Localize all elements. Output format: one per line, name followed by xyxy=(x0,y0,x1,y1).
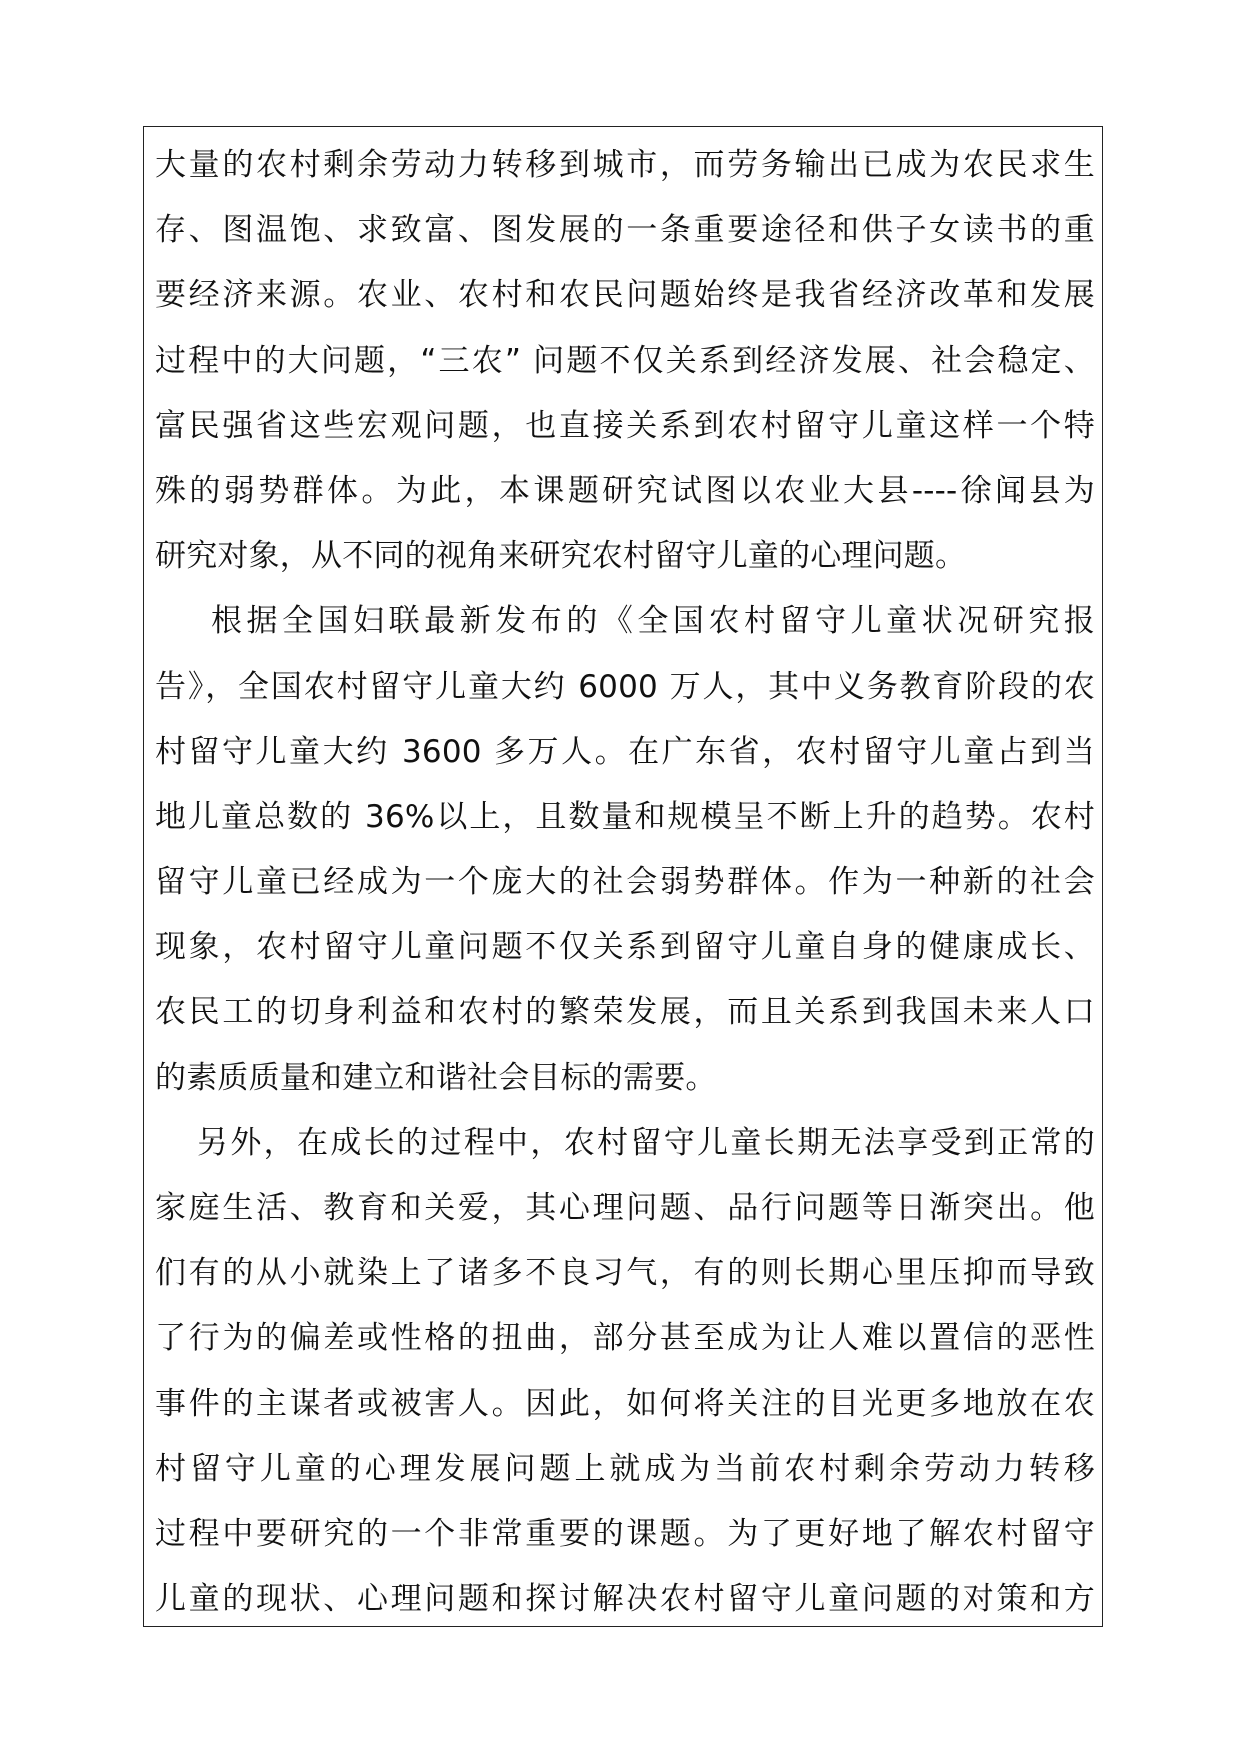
text-line: 村留守儿童大约 3600 多万人。在广东省，农村留守儿童占到当 xyxy=(155,733,1095,770)
text-line: 家庭生活、教育和关爱，其心理问题、品行问题等日渐突出。他 xyxy=(155,1190,1095,1226)
text-line: 留守儿童已经成为一个庞大的社会弱势群体。作为一种新的社会 xyxy=(155,864,1095,901)
text-line: 儿童的现状、心理问题和探讨解决农村留守儿童问题的对策和方 xyxy=(155,1581,1095,1618)
text-line: 殊的弱势群体。为此，本课题研究试图以农业大县----徐闻县为 xyxy=(155,472,1095,509)
paragraph-start-line: 根据全国妇联最新发布的《全国农村留守儿童状况研究报 xyxy=(211,603,1095,640)
text-line: 了行为的偏差或性格的扭曲，部分甚至成为让人难以置信的恶性 xyxy=(155,1320,1095,1357)
body-text xyxy=(155,133,1095,1632)
text-line: 事件的主谋者或被害人。因此，如何将关注的目光更多地放在农 xyxy=(155,1385,1095,1422)
text-line: 大量的农村剩余劳动力转移到城市，而劳务输出已成为农民求生 xyxy=(155,147,1095,183)
text-line: 现象，农村留守儿童问题不仅关系到留守儿童自身的健康成长、 xyxy=(155,929,1095,966)
text-line: 富民强省这些宏观问题，也直接关系到农村留守儿童这样一个特 xyxy=(155,407,1095,444)
text-line: 村留守儿童的心理发展问题上就成为当前农村剩余劳动力转移 xyxy=(155,1450,1095,1487)
text-line: 地儿童总数的 36%以上，且数量和规模呈不断上升的趋势。农村 xyxy=(155,798,1095,835)
text-line: 要经济来源。农业、农村和农民问题始终是我省经济改革和发展 xyxy=(155,277,1095,314)
text-line: 存、图温饱、求致富、图发展的一条重要途径和供子女读书的重 xyxy=(155,212,1095,249)
paragraph-start-line: 另外，在成长的过程中，农村留守儿童长期无法享受到正常的 xyxy=(197,1124,1095,1161)
text-line: 过程中的大问题，“三农” 问题不仅关系到经济发展、社会稳定、 xyxy=(155,342,1095,379)
text-line: 农民工的切身利益和农村的繁荣发展，而且关系到我国未来人口 xyxy=(155,994,1095,1031)
text-line: 研究对象，从不同的视角来研究农村留守儿童的心理问题。 xyxy=(155,538,967,575)
text-line: 过程中要研究的一个非常重要的课题。为了更好地了解农村留守 xyxy=(155,1515,1095,1552)
text-line: 告》，全国农村留守儿童大约 6000 万人，其中义务教育阶段的农 xyxy=(155,668,1095,705)
text-line: 们有的从小就染上了诸多不良习气，有的则长期心里压抑而导致 xyxy=(155,1255,1095,1292)
text-line: 的素质质量和建立和谐社会目标的需要。 xyxy=(155,1059,717,1096)
